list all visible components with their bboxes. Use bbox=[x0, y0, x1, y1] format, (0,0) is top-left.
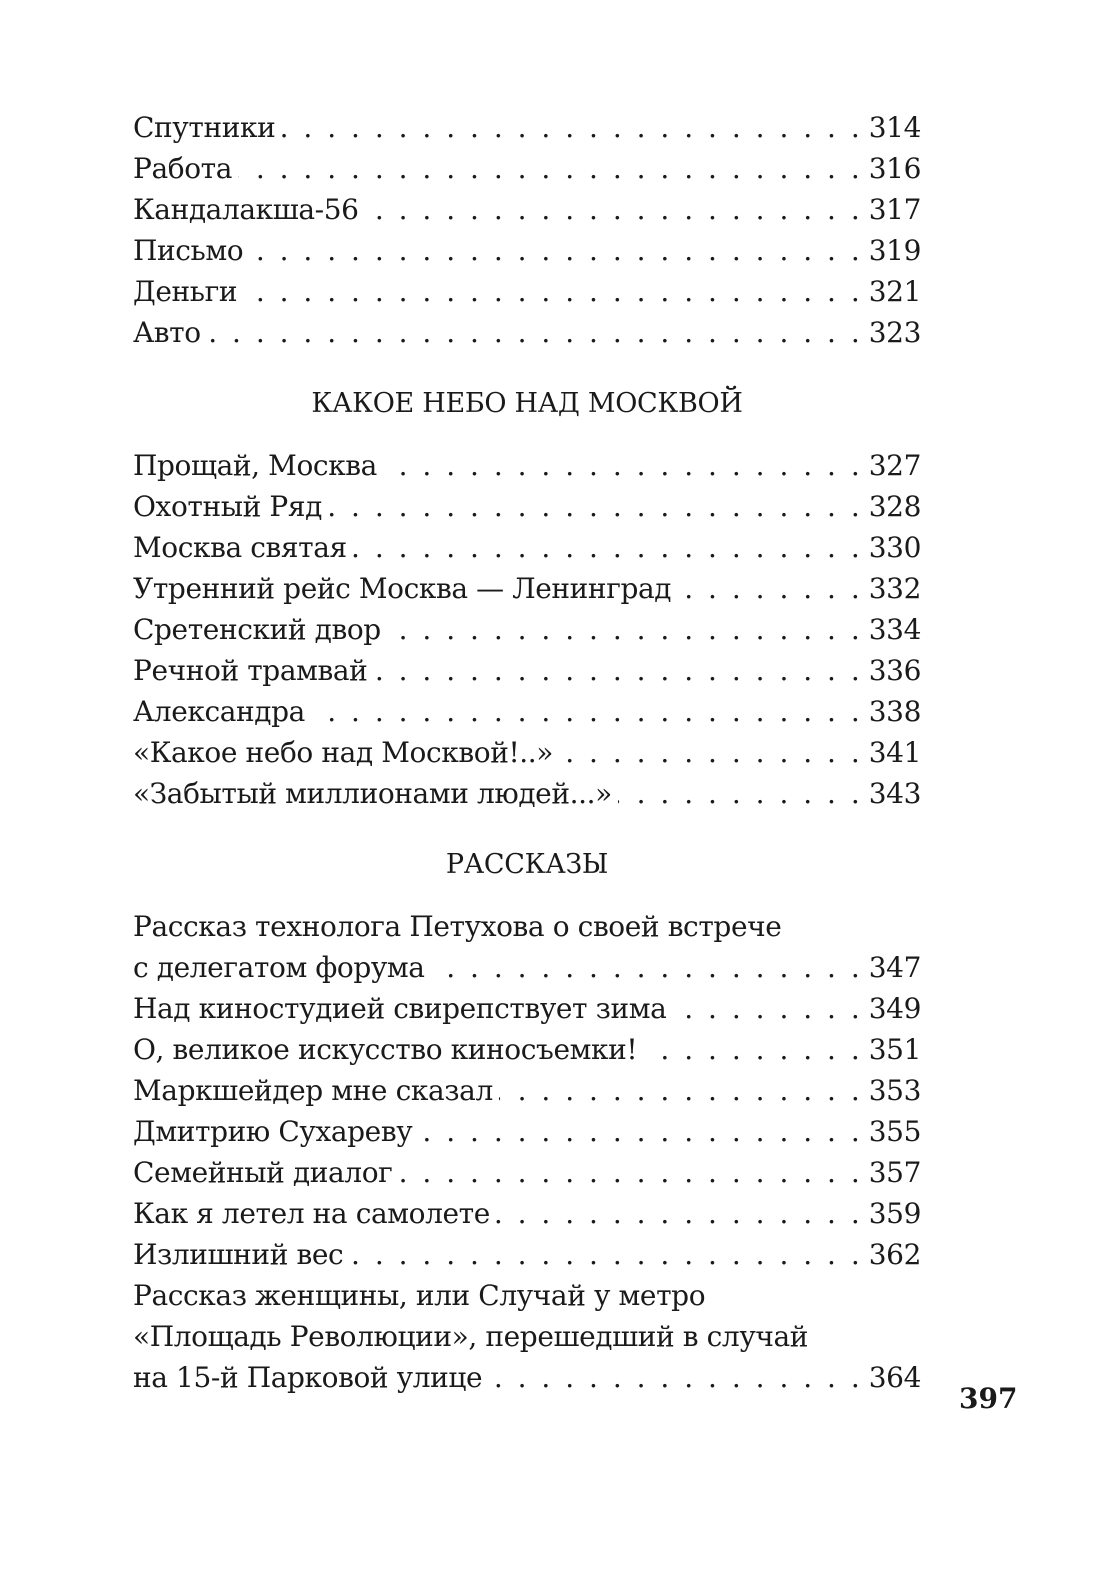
entry-title: О, великое искусство киносъемки! bbox=[133, 1033, 638, 1066]
entry-title: Над киностудией свирепствует зима bbox=[133, 992, 667, 1025]
entry-title-line: Рассказ женщины, или Случай у метро bbox=[133, 1279, 706, 1312]
toc-entry bbox=[133, 107, 921, 148]
toc-section bbox=[133, 107, 921, 353]
entry-leader-row bbox=[133, 445, 921, 486]
entry-page-number: 316 bbox=[868, 152, 921, 185]
toc-entry bbox=[133, 650, 921, 691]
dot-leader bbox=[311, 691, 863, 732]
toc-entry bbox=[133, 1275, 921, 1398]
dot-leader bbox=[243, 271, 863, 312]
entry-title: Спутники bbox=[133, 111, 276, 144]
toc-entry bbox=[133, 609, 921, 650]
dot-leader bbox=[373, 650, 862, 691]
toc-section bbox=[133, 383, 921, 814]
entry-page-number: 338 bbox=[868, 695, 921, 728]
toc-entry bbox=[133, 486, 921, 527]
dot-leader bbox=[383, 445, 863, 486]
entry-page-number: 334 bbox=[868, 613, 921, 646]
entry-title: на 15-й Парковой улице bbox=[133, 1361, 483, 1394]
dot-leader bbox=[643, 1029, 863, 1070]
dot-leader bbox=[618, 773, 863, 814]
dot-leader bbox=[353, 527, 863, 568]
entry-title: Работа bbox=[133, 152, 233, 185]
entry-title: Сретенский двор bbox=[133, 613, 381, 646]
toc-entry bbox=[133, 312, 921, 353]
dot-leader bbox=[418, 1111, 862, 1152]
entry-page-number: 359 bbox=[868, 1197, 921, 1230]
entry-title: Речной трамвай bbox=[133, 654, 368, 687]
entry-title: Деньги bbox=[133, 275, 238, 308]
toc-entry bbox=[133, 189, 921, 230]
dot-leader bbox=[431, 947, 863, 988]
entry-leader-row bbox=[133, 271, 921, 312]
toc-entry bbox=[133, 230, 921, 271]
entry-page-number: 347 bbox=[868, 951, 921, 984]
entry-title: Утренний рейс Москва — Ленинград bbox=[133, 572, 672, 605]
entry-page-number: 343 bbox=[868, 777, 921, 810]
entry-title: Охотный Ряд bbox=[133, 490, 322, 523]
entry-page-number: 341 bbox=[868, 736, 921, 769]
entry-leader-row bbox=[133, 609, 921, 650]
dot-leader bbox=[238, 148, 863, 189]
entry-leader-row bbox=[133, 107, 921, 148]
entry-title: Авто bbox=[133, 316, 201, 349]
entry-page-number: 321 bbox=[868, 275, 921, 308]
entry-leader-row bbox=[133, 732, 921, 773]
entry-leader-row bbox=[133, 1234, 921, 1275]
dot-leader bbox=[249, 230, 863, 271]
dot-leader bbox=[349, 1234, 862, 1275]
section-heading: КАКОЕ НЕБО НАД МОСКВОЙ bbox=[311, 388, 743, 419]
entry-title: Письмо bbox=[133, 234, 244, 267]
entry-page-number: 349 bbox=[868, 992, 921, 1025]
entry-page-number: 317 bbox=[868, 193, 921, 226]
entry-leader-row bbox=[133, 773, 921, 814]
dot-leader bbox=[559, 732, 863, 773]
entry-page-number: 355 bbox=[868, 1115, 921, 1148]
entry-leader-row bbox=[133, 1152, 921, 1193]
entry-page-number: 330 bbox=[868, 531, 921, 564]
entry-title: Маркшейдер мне сказал bbox=[133, 1074, 493, 1107]
entry-title: Семейный диалог bbox=[133, 1156, 393, 1189]
entry-leader-row bbox=[133, 189, 921, 230]
entry-title: Кандалакша-56 bbox=[133, 193, 359, 226]
entry-title: Москва святая bbox=[133, 531, 347, 564]
toc-entry bbox=[133, 568, 921, 609]
entry-page-number: 364 bbox=[868, 1361, 921, 1394]
entry-leader-row bbox=[133, 230, 921, 271]
entry-title: Дмитрию Сухареву bbox=[133, 1115, 413, 1148]
entry-title: с делегатом форума bbox=[133, 951, 425, 984]
entry-page-number: 362 bbox=[868, 1238, 921, 1271]
entry-leader-row bbox=[133, 312, 921, 353]
toc-entry bbox=[133, 527, 921, 568]
entry-page-number: 319 bbox=[868, 234, 921, 267]
dot-leader bbox=[281, 107, 862, 148]
section-heading: РАССКАЗЫ bbox=[445, 849, 609, 880]
toc-entry bbox=[133, 773, 921, 814]
dot-leader bbox=[677, 568, 863, 609]
dot-leader bbox=[496, 1193, 863, 1234]
entry-page-number: 327 bbox=[868, 449, 921, 482]
dot-leader bbox=[207, 312, 863, 353]
toc-entry bbox=[133, 732, 921, 773]
entry-leader-row bbox=[133, 148, 921, 189]
entry-leader-row bbox=[133, 1029, 921, 1070]
entry-page-number: 351 bbox=[868, 1033, 921, 1066]
dot-leader bbox=[672, 988, 862, 1029]
entry-title: Излишний вес bbox=[133, 1238, 344, 1271]
toc-section bbox=[133, 844, 921, 1398]
entry-leader-row bbox=[133, 486, 921, 527]
toc-entry bbox=[133, 1111, 921, 1152]
dot-leader bbox=[328, 486, 863, 527]
entry-leader-row bbox=[133, 527, 921, 568]
toc-entry bbox=[133, 1193, 921, 1234]
toc-entry bbox=[133, 148, 921, 189]
entry-page-number: 332 bbox=[868, 572, 921, 605]
table-of-contents bbox=[133, 107, 921, 1398]
entry-title: Как я летел на самолете bbox=[133, 1197, 490, 1230]
toc-entry bbox=[133, 445, 921, 486]
entry-title-line: «Площадь Революции», перешедший в случай bbox=[133, 1320, 809, 1353]
entry-leader-row bbox=[133, 947, 921, 988]
dot-leader bbox=[499, 1070, 863, 1111]
toc-entry bbox=[133, 271, 921, 312]
entry-title: «Какое небо над Москвой!..» bbox=[133, 736, 554, 769]
dot-leader bbox=[387, 609, 863, 650]
toc-entry bbox=[133, 1152, 921, 1193]
entry-title: Александра bbox=[133, 695, 305, 728]
toc-entry bbox=[133, 988, 921, 1029]
dot-leader bbox=[365, 189, 863, 230]
entry-leader-row bbox=[133, 1070, 921, 1111]
entry-page-number: 336 bbox=[868, 654, 921, 687]
dot-leader bbox=[488, 1357, 863, 1398]
toc-entry bbox=[133, 1234, 921, 1275]
toc-entry bbox=[133, 1029, 921, 1070]
entry-leader-row bbox=[133, 691, 921, 732]
entry-leader-row bbox=[133, 1111, 921, 1152]
entry-title: «Забытый миллионами людей...» bbox=[133, 777, 612, 810]
entry-leader-row bbox=[133, 1193, 921, 1234]
dot-leader bbox=[398, 1152, 862, 1193]
page-number: 397 bbox=[959, 1382, 1018, 1415]
toc-entry bbox=[133, 906, 921, 988]
entry-page-number: 353 bbox=[868, 1074, 921, 1107]
entry-leader-row bbox=[133, 1357, 921, 1398]
entry-page-number: 357 bbox=[868, 1156, 921, 1189]
entry-page-number: 323 bbox=[868, 316, 921, 349]
entry-page-number: 314 bbox=[868, 111, 921, 144]
entry-leader-row bbox=[133, 650, 921, 691]
entry-title: Прощай, Москва bbox=[133, 449, 377, 482]
entry-leader-row bbox=[133, 988, 921, 1029]
toc-entry bbox=[133, 691, 921, 732]
toc-entry bbox=[133, 1070, 921, 1111]
entry-page-number: 328 bbox=[868, 490, 921, 523]
entry-leader-row bbox=[133, 568, 921, 609]
entry-title-line: Рассказ технолога Петухова о своей встрече bbox=[133, 910, 782, 943]
